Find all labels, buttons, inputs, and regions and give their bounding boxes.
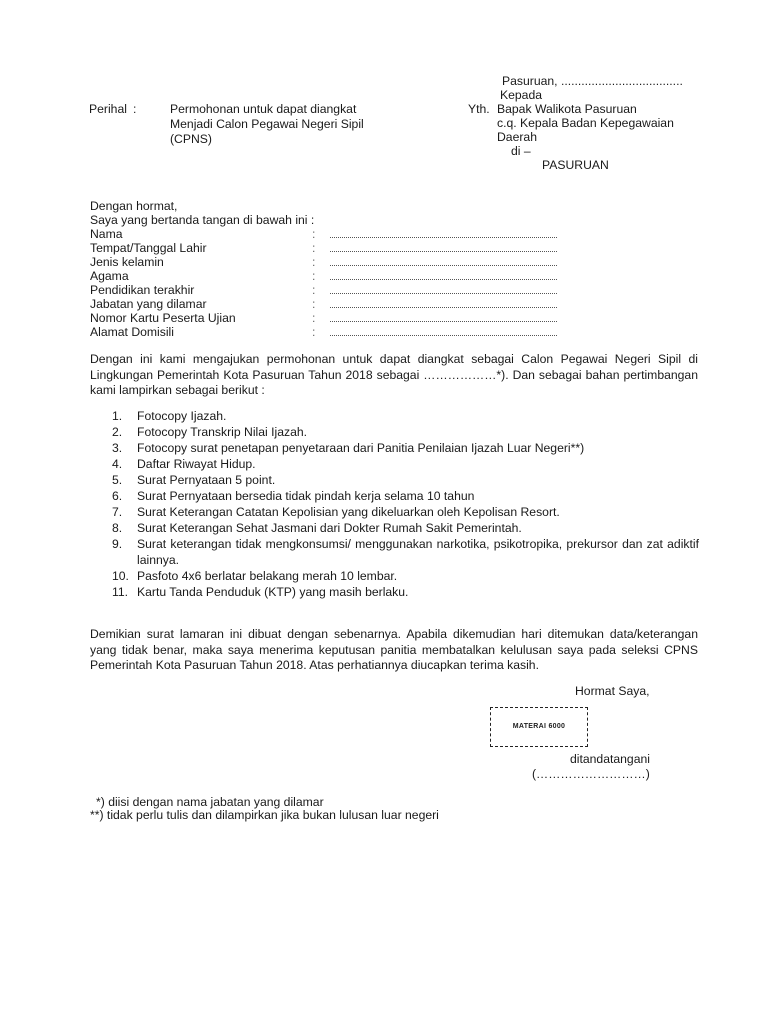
list-number: 2. [112,425,123,439]
form-colon: : [312,255,316,269]
signature-line[interactable]: (………………………) [532,767,650,781]
closing-paragraph: Demikian surat lamaran ini dibuat dengan sebenarnya. Apabila dikemudian hari ditemukan data/keterangan yang tidak benar, maka saya menerima keputusan panitia membatalkan kelulusan saya pada seleksi CPNS Pemerintah Kota Pasuruan Tahun 2018. Atas perhatiannya diucapkan terima kasih. [90,627,698,672]
form-row-nama [90,227,570,241]
nama-field[interactable] [330,236,557,238]
form-row-agama [90,269,570,283]
list-text: Surat keterangan tidak mengkonsumsi/ menggunakan narkotika, psikotropika, prekursor dan zat adiktif lainnya. [137,537,699,567]
tempat-tanggal-lahir-field[interactable] [330,250,557,252]
list-item [112,488,699,504]
form-colon: : [312,241,316,255]
request-paragraph: Dengan ini kami mengajukan permohonan untuk dapat diangkat sebagai Calon Pegawai Negeri Sipil di Lingkungan Pemerintah Kota Pasuruan Tahun 2018 sebagai ………………*). Dan sebagai bahan pertimbangan kami lampirkan sebagai berikut : [90,352,698,397]
list-item [112,408,699,424]
footnote-2: **) tidak perlu tulis dan dilampirkan jika bukan lulusan luar negeri [90,808,439,822]
greeting: Dengan hormat, [90,199,178,213]
footnote-1: *) diisi dengan nama jabatan yang dilamar [96,795,324,809]
form-label: Jenis kelamin [90,255,164,269]
pendidikan-field[interactable] [330,292,557,294]
intro-text: Saya yang bertanda tangan di bawah ini : [90,213,315,227]
form-colon: : [312,297,316,311]
list-text: Kartu Tanda Penduduk (KTP) yang masih berlaku. [137,585,409,599]
list-text: Fotocopy surat penetapan penyetaraan dari Panitia Penilaian Ijazah Luar Negeri**) [137,441,585,455]
list-text: Surat Keterangan Catatan Kepolisian yang dikeluarkan oleh Kepolisan Resort. [137,505,560,519]
form-row-alamat [90,325,570,339]
list-text: Fotocopy Transkrip Nilai Ijazah. [137,425,308,439]
form-row-jabatan [90,297,570,311]
list-item [112,440,699,456]
list-item [112,424,699,440]
ditandatangani-label: ditandatangani [570,752,650,766]
list-number: 10. [112,569,129,583]
cq-line-2: Daerah [497,130,537,144]
di-label: di – [511,144,531,158]
list-text: Daftar Riwayat Hidup. [137,457,256,471]
recipient-name: Bapak Walikota Pasuruan [497,102,637,116]
list-item [112,584,699,600]
list-item [112,520,699,536]
list-text: Surat Keterangan Sehat Jasmani dari Dokter Rumah Sakit Pemerintah. [137,521,522,535]
form-label: Alamat Domisili [90,325,174,339]
form-row-tempat-tanggal-lahir [90,241,570,255]
perihal-label: Perihal [89,102,127,116]
list-number: 1. [112,409,123,423]
materai-stamp-box [490,707,588,747]
place-date: Pasuruan, .................................... [502,74,683,88]
form-colon: : [312,311,316,325]
list-number: 8. [112,521,123,535]
list-number: 6. [112,489,123,503]
form-colon: : [312,269,316,283]
list-number: 9. [112,537,123,551]
form-colon: : [312,227,316,241]
perihal-subject [170,102,400,147]
perihal-line-2: Menjadi Calon Pegawai Negeri Sipil [170,117,364,131]
form-row-jenis-kelamin [90,255,570,269]
form-row-pendidikan [90,283,570,297]
yth-label: Yth. [468,102,490,116]
attachment-list [112,408,699,600]
list-number: 7. [112,505,123,519]
list-text: Fotocopy Ijazah. [137,409,227,423]
hormat-saya: Hormat Saya, [575,684,650,698]
city-name: PASURUAN [542,158,609,172]
list-text: Pasfoto 4x6 berlatar belakang merah 10 lembar. [137,569,398,583]
form-label: Jabatan yang dilamar [90,297,207,311]
list-item [112,504,699,520]
perihal-line-1: Permohonan untuk dapat diangkat [170,102,357,116]
list-number: 11. [112,585,129,599]
list-text: Surat Pernyataan bersedia tidak pindah kerja selama 10 tahun [137,489,475,503]
form-label: Nomor Kartu Peserta Ujian [90,311,236,325]
form-label: Pendidikan terakhir [90,283,195,297]
list-text: Surat Pernyataan 5 point. [137,473,276,487]
form-colon: : [312,325,316,339]
list-number: 3. [112,441,123,455]
perihal-colon: : [133,102,137,116]
jabatan-field[interactable] [330,306,557,308]
list-item [112,568,699,584]
list-number: 4. [112,457,123,471]
list-item [112,536,699,568]
list-item [112,456,699,472]
form-colon: : [312,283,316,297]
list-item [112,472,699,488]
materai-label: MATERAI 6000 [512,723,566,730]
cq-line-1: c.q. Kepala Badan Kepegawaian [497,116,674,130]
form-label: Tempat/Tanggal Lahir [90,241,207,255]
perihal-line-3: (CPNS) [170,132,212,146]
jenis-kelamin-field[interactable] [330,264,557,266]
form-row-nomor-kartu [90,311,570,325]
kepada-label: Kepada [500,88,543,102]
form-label: Nama [90,227,123,241]
alamat-field[interactable] [330,334,557,336]
list-number: 5. [112,473,123,487]
agama-field[interactable] [330,278,557,280]
form-label: Agama [90,269,129,283]
nomor-kartu-field[interactable] [330,320,557,322]
